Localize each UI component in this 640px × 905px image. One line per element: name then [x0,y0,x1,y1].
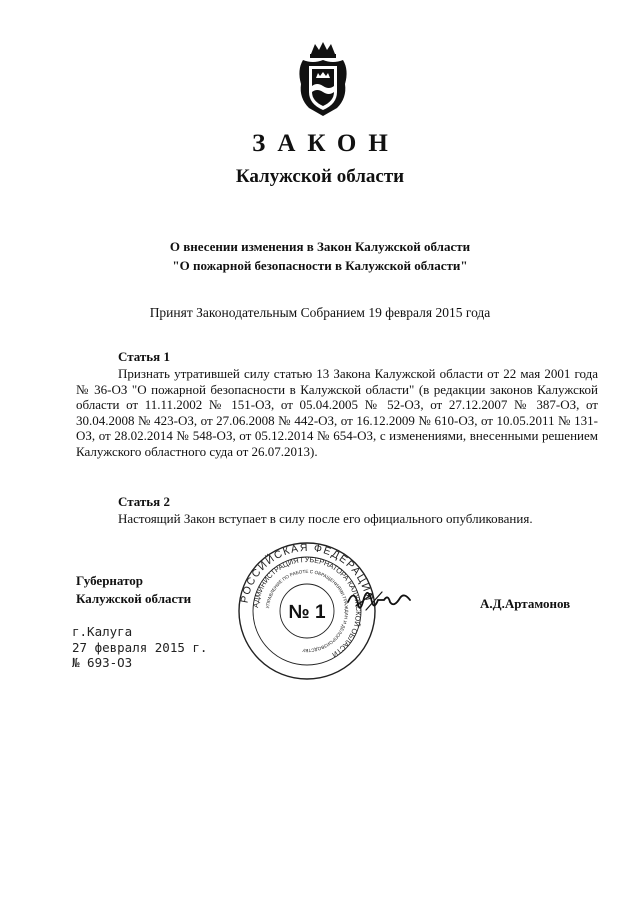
handwritten-signature [344,580,414,620]
article-2-text: Настоящий Закон вступает в силу после его официального опубликования. [118,511,533,526]
signatory-position [76,572,191,608]
seal-outer-text: РОССИЙСКАЯ ФЕДЕРАЦИЯ [238,541,376,605]
city: г.Калуга [72,624,133,639]
seal-number: № 1 [288,602,326,623]
signatory-position-line-2: Калужской области [76,591,192,606]
article-1-text: Признать утратившей силу статью 13 Закона Калужской области от 22 мая 2001 года № 36-ОЗ "О пожарной безопасности в Калужской области" (в редакции законов Калужской области от 11.11.2002 № 151-ОЗ, от 05.04.2005 № 52-ОЗ, от 27.12.2007 № 387-ОЗ, от 30.04.2008 № 423-ОЗ, от 27.06.2008 № 442-ОЗ, от 16.12.2009 № 610-ОЗ, от 10.05.2011 № 131-ОЗ, от 28.02.2014 № 548-ОЗ, от 05.12.2014 № 654-ОЗ, с изменениями, внесенными решением Калужского областного суда от 26.07.2013). [76,366,598,459]
seal-middle-text: АДМИНИСТРАЦИЯ ГУБЕРНАТОРА КАЛУЖСКОЙ ОБЛАСТИ [251,554,364,660]
law-subject [0,237,640,275]
seal-inner-text: УПРАВЛЕНИЕ ПО РАБОТЕ С ОБРАЩЕНИЯМИ ГРАЖДАН И ДЕЛОПРОИЗВОДСТВУ [265,568,350,654]
coat-of-arms-icon [293,40,353,118]
signatory-name: А.Д.Артамонов [480,596,571,611]
law-title: ЗАКОН [252,130,400,157]
article-1-heading: Статья 1 [118,349,170,364]
signatory-position-line-1: Губернатор [76,573,144,588]
adoption-line: Принят Законодательным Собранием 19 февраля 2015 года [149,305,491,320]
region-title: Калужской области [235,166,405,187]
subject-line-1: О внесении изменения в Закон Калужской области [169,239,471,254]
subject-line-2: "О пожарной безопасности в Калужской области" [172,258,468,273]
law-date: 27 февраля 2015 г. [72,639,208,655]
law-metadata [72,624,207,671]
law-number: № 693-ОЗ [72,655,133,670]
article-2-heading: Статья 2 [118,494,170,509]
